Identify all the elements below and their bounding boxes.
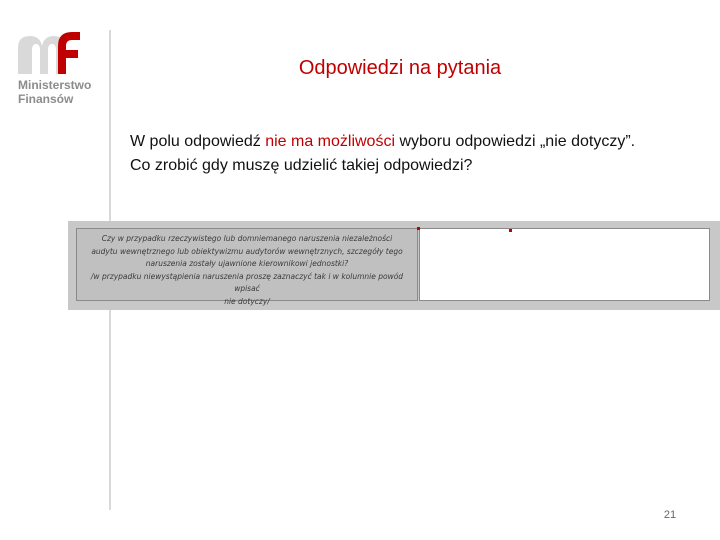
snippet-line-1: Czy w przypadku rzeczywistego lub domniemanego naruszenia niezależności xyxy=(101,234,393,243)
red-marker xyxy=(417,227,420,230)
snippet-line-5: nie dotyczy/ xyxy=(224,296,270,306)
ministry-name-line2: Finansów xyxy=(18,92,74,106)
question-line-1 xyxy=(130,130,650,154)
question-part1: W polu odpowiedź xyxy=(130,133,266,150)
question-text xyxy=(130,130,650,178)
snippet-line-2: audytu wewnętrznego lub obiektywizmu audytorów wewnętrznych, szczegóły tego xyxy=(91,246,403,256)
snippet-question-cell xyxy=(76,228,418,306)
page-number: 21 xyxy=(663,509,677,521)
question-part2: wyboru odpowiedzi „nie dotyczy”. xyxy=(395,133,636,150)
snippet-line-3: naruszenia zostały ujawnione kierownikowi jednostki? xyxy=(145,259,349,268)
ministry-name xyxy=(18,78,91,106)
snippet-answer-cell xyxy=(419,228,710,301)
ministry-logo xyxy=(14,30,100,74)
question-highlight: nie ma możliwości xyxy=(265,133,395,150)
slide-title: Odpowiedzi na pytania xyxy=(298,57,502,79)
snippet-line-4: /w przypadku niewystąpienia naruszenia proszę zaznaczyć tak i w kolumnie powód wpisać xyxy=(90,271,404,293)
red-marker xyxy=(509,229,512,232)
ministry-name-line1: Ministerstwo xyxy=(18,78,92,92)
question-line-2: Co zrobić gdy muszę udzielić takiej odpowiedzi? xyxy=(130,157,473,174)
mf-logo-icon xyxy=(14,30,84,74)
